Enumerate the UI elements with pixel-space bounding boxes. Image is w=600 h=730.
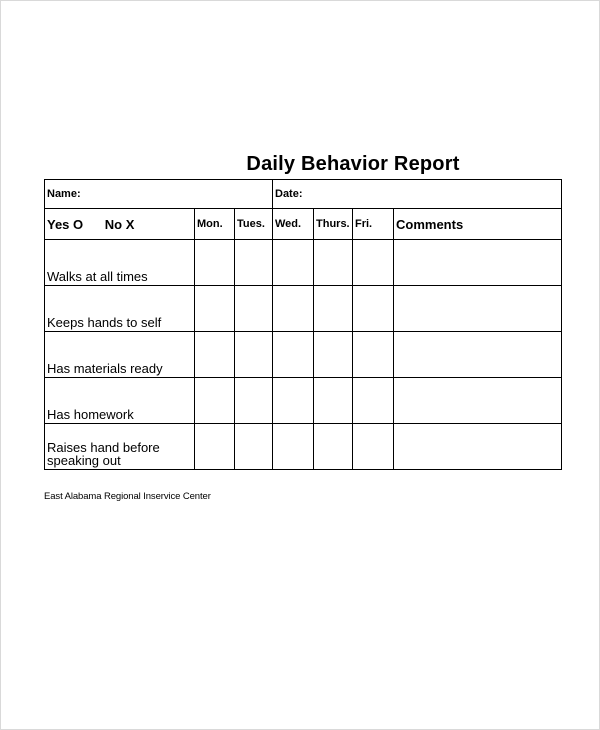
mark-cell[interactable] xyxy=(314,424,353,470)
date-label: Date: xyxy=(275,188,303,200)
day-header-fri: Fri. xyxy=(353,209,394,240)
mark-cell[interactable] xyxy=(273,378,314,424)
behavior-table xyxy=(44,179,562,470)
behavior-label: Raises hand before speaking out xyxy=(45,424,195,470)
mark-cell[interactable] xyxy=(273,332,314,378)
comment-cell[interactable] xyxy=(394,286,562,332)
day-header-thurs: Thurs. xyxy=(314,209,353,240)
day-header-tues: Tues. xyxy=(235,209,273,240)
mark-cell[interactable] xyxy=(273,286,314,332)
name-label: Name: xyxy=(47,188,81,200)
footer-organization: East Alabama Regional Inservice Center xyxy=(44,491,211,502)
table-row xyxy=(45,378,562,424)
mark-cell[interactable] xyxy=(235,240,273,286)
mark-cell[interactable] xyxy=(195,240,235,286)
comment-cell[interactable] xyxy=(394,424,562,470)
mark-cell[interactable] xyxy=(273,424,314,470)
mark-cell[interactable] xyxy=(353,378,394,424)
mark-cell[interactable] xyxy=(353,286,394,332)
no-label: No X xyxy=(104,216,135,232)
mark-cell[interactable] xyxy=(314,378,353,424)
name-field[interactable] xyxy=(45,180,273,209)
table-row xyxy=(45,286,562,332)
mark-cell[interactable] xyxy=(235,286,273,332)
mark-cell[interactable] xyxy=(195,286,235,332)
behavior-label: Walks at all times xyxy=(45,240,195,286)
mark-cell[interactable] xyxy=(235,378,273,424)
mark-cell[interactable] xyxy=(353,332,394,378)
yes-no-legend xyxy=(45,209,195,240)
behavior-label: Has materials ready xyxy=(45,332,195,378)
mark-cell[interactable] xyxy=(314,286,353,332)
mark-cell[interactable] xyxy=(314,240,353,286)
table-row xyxy=(45,240,562,286)
mark-cell[interactable] xyxy=(195,378,235,424)
date-field[interactable] xyxy=(273,180,562,209)
report-title: Daily Behavior Report xyxy=(246,153,460,175)
comment-cell[interactable] xyxy=(394,378,562,424)
mark-cell[interactable] xyxy=(235,332,273,378)
behavior-label: Keeps hands to self xyxy=(45,286,195,332)
table-row xyxy=(45,424,562,470)
table-row xyxy=(45,332,562,378)
mark-cell[interactable] xyxy=(353,424,394,470)
comment-cell[interactable] xyxy=(394,332,562,378)
mark-cell[interactable] xyxy=(314,332,353,378)
yes-label: Yes O xyxy=(47,216,84,232)
comment-cell[interactable] xyxy=(394,240,562,286)
comments-header: Comments xyxy=(394,209,562,240)
mark-cell[interactable] xyxy=(195,424,235,470)
mark-cell[interactable] xyxy=(235,424,273,470)
day-header-wed: Wed. xyxy=(273,209,314,240)
day-header-mon: Mon. xyxy=(195,209,235,240)
name-date-row xyxy=(45,180,562,209)
mark-cell[interactable] xyxy=(353,240,394,286)
header-row xyxy=(45,209,562,240)
mark-cell[interactable] xyxy=(195,332,235,378)
mark-cell[interactable] xyxy=(273,240,314,286)
behavior-label: Has homework xyxy=(45,378,195,424)
